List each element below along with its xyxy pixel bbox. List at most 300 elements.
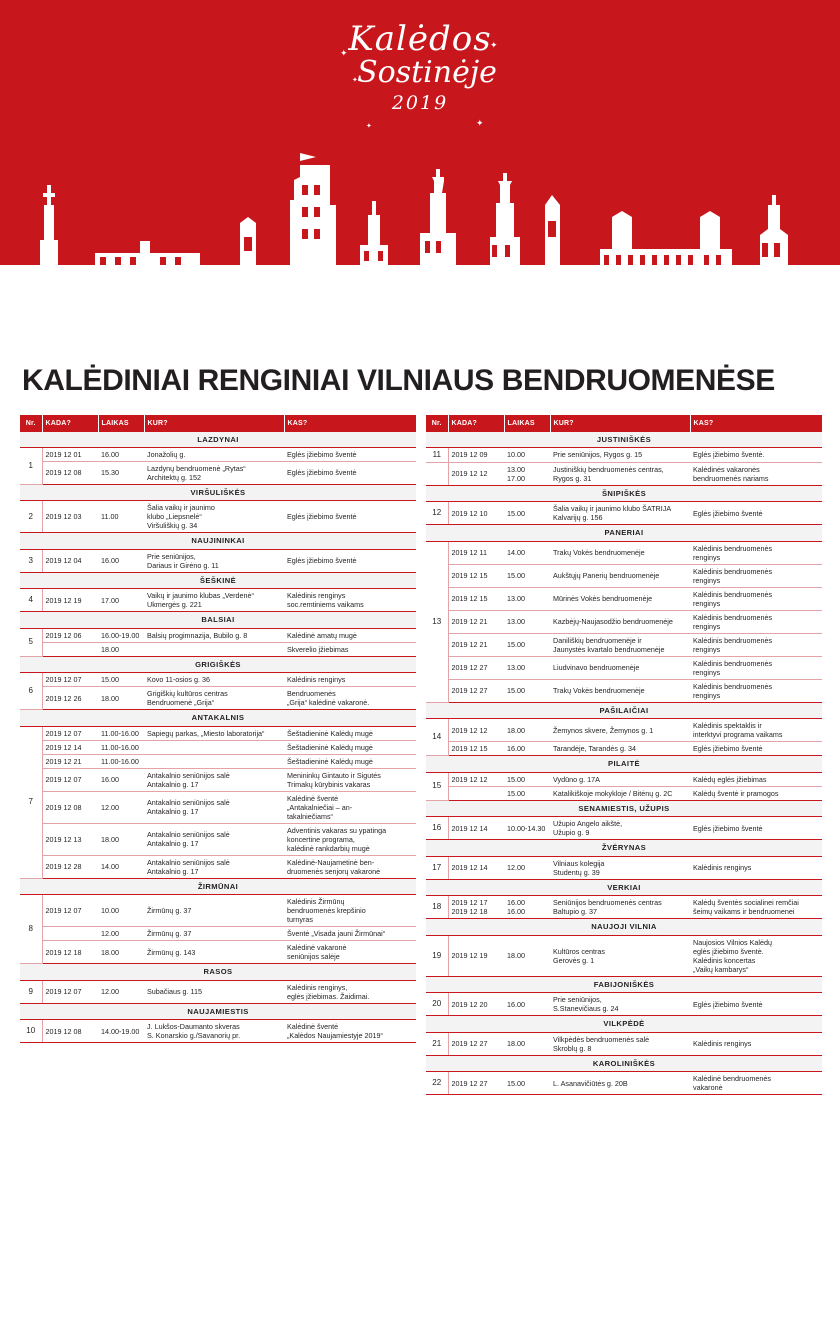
cell-place: Žirmūnų g. 37 <box>144 895 284 927</box>
section-label: GRIGIŠKĖS <box>20 656 416 672</box>
row-number: 19 <box>426 935 448 976</box>
cell-time: 12.00 <box>504 856 550 879</box>
cell-place: Mūrinės Vokės bendruomenėje <box>550 587 690 610</box>
column-header-laikas: LAIKAS <box>98 415 144 431</box>
table-row <box>20 823 416 855</box>
cell-place: Kovo 11-osios g. 36 <box>144 673 284 687</box>
cell-date: 2019 12 08 <box>42 791 98 823</box>
row-number: 1 <box>20 447 42 484</box>
cell-time: 16.00 <box>98 768 144 791</box>
row-number: 3 <box>20 549 42 572</box>
cell-place: Liudvinavo bendruomenėje <box>550 656 690 679</box>
cell-place: Vilniaus kolegija Studentų g. 39 <box>550 856 690 879</box>
cell-event: Šeštadieninė Kalėdų mugė <box>284 754 416 768</box>
table-row <box>426 656 822 679</box>
cell-place: Žemynos skvere, Žemynos g. 1 <box>550 719 690 742</box>
cell-place: Kazbėjų-Naujasodžio bendruomenėje <box>550 610 690 633</box>
cell-event: Kalėdinis renginys soc.remtiniems vaikams <box>284 589 416 612</box>
cell-date: 2019 12 17 2019 12 18 <box>448 896 504 919</box>
cell-event: Bendruomenės „Grija“ kalėdinė vakaronė. <box>284 687 416 710</box>
table-row <box>20 447 416 461</box>
section-label: SENAMIESTIS, UŽUPIS <box>426 800 822 816</box>
table-row <box>426 541 822 564</box>
cell-place: Lazdynų bendruomenė „Rytas“ Architektų g. 152 <box>144 461 284 484</box>
cell-time: 16.00 <box>504 993 550 1016</box>
section-header-row <box>426 800 822 816</box>
section-label: LAZDYNAI <box>20 431 416 447</box>
table-body-right <box>426 431 822 1095</box>
cell-time: 11.00-16.00 <box>98 740 144 754</box>
cell-event: Eglės įžiebimo šventė <box>690 993 822 1016</box>
cell-date: 2019 12 04 <box>42 549 98 572</box>
table-row <box>426 896 822 919</box>
cell-event: Eglės įžiebimo šventė <box>284 501 416 533</box>
cell-date: 2019 12 12 <box>448 719 504 742</box>
cell-time: 10.00 <box>98 895 144 927</box>
row-number: 13 <box>426 541 448 702</box>
cell-time: 15.30 <box>98 461 144 484</box>
star-icon: ✦ <box>340 48 348 58</box>
cell-date <box>42 927 98 941</box>
cell-date: 2019 12 14 <box>42 740 98 754</box>
column-header-kur: KUR? <box>550 415 690 431</box>
section-header-row <box>426 840 822 856</box>
cell-event: Kalėdinis bendruomenės renginys <box>690 587 822 610</box>
cell-date: 2019 12 28 <box>42 855 98 878</box>
cell-event: Kalėdų šventės socialinei remčiai šeimų vaikams ir bendruomenei <box>690 896 822 919</box>
cell-place: Sapiegų parkas, „Miesto laboratorija“ <box>144 726 284 740</box>
table-row <box>20 740 416 754</box>
section-header-row <box>20 710 416 726</box>
cell-place: Tarandėje, Tarandės g. 34 <box>550 742 690 756</box>
cell-date: 2019 12 27 <box>448 679 504 702</box>
cell-time: 10.00-14.30 <box>504 817 550 840</box>
schedule-table-left <box>20 415 416 1044</box>
schedule-table-right <box>426 415 822 1096</box>
section-label: VERKIAI <box>426 879 822 895</box>
section-label: VIRŠULIŠKĖS <box>20 484 416 500</box>
cell-place: L. Asanavičiūtės g. 20B <box>550 1072 690 1095</box>
section-header-row <box>20 572 416 588</box>
schedule-column-right <box>426 415 822 1096</box>
section-label: PILAITĖ <box>426 756 822 772</box>
row-number: 4 <box>20 589 42 612</box>
cell-place: J. Lukšos-Daumanto skveras S. Konarskio g./Savanorių pr. <box>144 1020 284 1043</box>
page-header <box>0 0 840 330</box>
cell-event: Kalėdų eglės įžiebimas <box>690 772 822 786</box>
section-label: NAUJININKAI <box>20 533 416 549</box>
cell-event: Eglės įžiebimo šventė <box>284 549 416 572</box>
table-row <box>426 462 822 485</box>
star-icon: ✦ <box>352 77 358 84</box>
cell-place <box>144 740 284 754</box>
table-body-left <box>20 431 416 1043</box>
cell-date: 2019 12 19 <box>42 589 98 612</box>
table-row <box>20 642 416 656</box>
cell-time: 18.00 <box>504 1032 550 1055</box>
table-row <box>20 895 416 927</box>
cell-event: Kalėdinė-Naujametinė ben- druomenės senjorų vakaronė <box>284 855 416 878</box>
table-header-row <box>426 415 822 431</box>
table-head <box>426 415 822 431</box>
cell-event: Skverelio įžiebimas <box>284 642 416 656</box>
row-number: 6 <box>20 673 42 710</box>
cell-place: Jonažolių g. <box>144 447 284 461</box>
cell-place: Vydūno g. 17A <box>550 772 690 786</box>
cell-date: 2019 12 03 <box>42 501 98 533</box>
section-header-row <box>20 431 416 447</box>
row-number: 15 <box>426 772 448 800</box>
cell-place: Prie seniūnijos, Dariaus ir Girėno g. 11 <box>144 549 284 572</box>
section-label: PANERIAI <box>426 525 822 541</box>
cell-event: Eglės įžiebimo šventė <box>284 447 416 461</box>
cell-time: 16.00 <box>504 742 550 756</box>
cell-date: 2019 12 21 <box>448 633 504 656</box>
cell-time: 12.00 <box>98 927 144 941</box>
cell-time: 11.00-16.00 <box>98 726 144 740</box>
section-header-row <box>20 533 416 549</box>
table-row <box>426 856 822 879</box>
cell-date: 2019 12 08 <box>42 1020 98 1043</box>
cell-time: 18.00 <box>98 941 144 964</box>
cell-event: Kalėdinis bendruomenės renginys <box>690 564 822 587</box>
column-header-kas: KAS? <box>284 415 416 431</box>
star-icon: ✦ <box>366 123 372 130</box>
cell-place: Antakalnio seniūnijos salė Antakalnio g. 17 <box>144 855 284 878</box>
table-row <box>426 633 822 656</box>
table-row <box>20 941 416 964</box>
schedule-column-left <box>20 415 416 1096</box>
cell-event: Eglės įžiebimo šventė <box>690 817 822 840</box>
cell-time: 15.00 <box>504 502 550 525</box>
cell-time: 13.00 <box>504 587 550 610</box>
row-number: 16 <box>426 817 448 840</box>
cell-place: Kultūros centras Gerovės g. 1 <box>550 935 690 976</box>
section-label: KAROLINIŠKĖS <box>426 1055 822 1071</box>
section-label: NAUJOJI VILNIA <box>426 919 822 935</box>
section-header-row <box>426 919 822 935</box>
row-number: 9 <box>20 980 42 1003</box>
table-row <box>426 935 822 976</box>
section-header-row <box>20 964 416 980</box>
cell-place: Vaikų ir jaunimo klubas „Verdenė“ Ukmergės g. 221 <box>144 589 284 612</box>
table-row <box>426 817 822 840</box>
cell-time: 17.00 <box>98 589 144 612</box>
row-number: 20 <box>426 993 448 1016</box>
cell-date: 2019 12 27 <box>448 656 504 679</box>
section-header-row <box>20 878 416 894</box>
cell-place: Subačiaus g. 115 <box>144 980 284 1003</box>
cell-event: Eglės įžiebimo šventė <box>690 502 822 525</box>
cell-event: Naujosios Vilnios Kalėdų eglės įžiebimo šventė. Kalėdinis koncertas „Vaikų kambarys“ <box>690 935 822 976</box>
cell-event: Eglės įžiebimo šventė <box>690 742 822 756</box>
cell-time: 18.00 <box>504 719 550 742</box>
cell-place: Antakalnio seniūnijos salė Antakalnio g. 17 <box>144 768 284 791</box>
row-number: 7 <box>20 726 42 878</box>
star-icon: ✦ <box>490 40 498 50</box>
section-label: JUSTINIŠKĖS <box>426 431 822 447</box>
cell-time: 15.00 <box>504 772 550 786</box>
cell-event: Kalėdinis renginys <box>690 856 822 879</box>
cell-time: 18.00 <box>98 823 144 855</box>
section-header-row <box>426 431 822 447</box>
cell-place: Antakalnio seniūnijos salė Antakalnio g. 17 <box>144 791 284 823</box>
row-number: 5 <box>20 628 42 656</box>
table-row <box>426 1032 822 1055</box>
cell-time: 18.00 <box>98 642 144 656</box>
table-row <box>20 589 416 612</box>
section-header-row <box>20 612 416 628</box>
section-header-row <box>426 879 822 895</box>
table-row <box>20 980 416 1003</box>
cell-time: 15.00 <box>504 1072 550 1095</box>
cell-place <box>144 642 284 656</box>
cell-event: Šeštadieninė Kalėdų mugė <box>284 740 416 754</box>
section-header-row <box>20 1003 416 1019</box>
table-row <box>426 564 822 587</box>
cell-event: Kalėdinis spektaklis ir interktyvi programa vaikams <box>690 719 822 742</box>
table-row <box>20 768 416 791</box>
cell-time: 11.00-16.00 <box>98 754 144 768</box>
table-row <box>426 719 822 742</box>
cell-date: 2019 12 07 <box>42 980 98 1003</box>
section-label: FABIJONIŠKĖS <box>426 976 822 992</box>
cell-place: Šalia vaikų ir jaunimo klubo ŠATRIJA Kalvarijų g. 156 <box>550 502 690 525</box>
section-label: BALSIAI <box>20 612 416 628</box>
cell-event: Adventinis vakaras su ypatinga koncertine programa, kalėdinė rankdarbių mugė <box>284 823 416 855</box>
cell-place: Trakų Vokės bendruomenėje <box>550 541 690 564</box>
cell-date: 2019 12 09 <box>448 447 504 462</box>
table-row <box>20 1020 416 1043</box>
cell-place: Trakų Vokės bendruomenėje <box>550 679 690 702</box>
cell-place: Balsių progimnazija, Bubilo g. 8 <box>144 628 284 642</box>
cell-date: 2019 12 27 <box>448 1032 504 1055</box>
cell-date <box>448 786 504 800</box>
cell-date: 2019 12 26 <box>42 687 98 710</box>
cell-event: Kalėdinis bendruomenės renginys <box>690 679 822 702</box>
column-header-kur: KUR? <box>144 415 284 431</box>
table-row <box>426 502 822 525</box>
cell-date: 2019 12 10 <box>448 502 504 525</box>
table-row <box>20 687 416 710</box>
section-header-row <box>426 525 822 541</box>
column-header-kas: KAS? <box>690 415 822 431</box>
vilnius-skyline-illustration <box>0 145 840 330</box>
section-header-row <box>426 1055 822 1071</box>
row-number: 2 <box>20 501 42 533</box>
cell-event: Kalėdinė šventė „Kalėdos Naujamiestyje 2019“ <box>284 1020 416 1043</box>
section-label: PAŠILAIČIAI <box>426 702 822 718</box>
cell-time: 15.00 <box>504 786 550 800</box>
table-row <box>20 726 416 740</box>
cell-time: 11.00 <box>98 501 144 533</box>
cell-event: Kalėdinis renginys <box>284 673 416 687</box>
row-number: 12 <box>426 502 448 525</box>
cell-time: 12.00 <box>98 791 144 823</box>
table-header-row <box>20 415 416 431</box>
row-number: 11 <box>426 447 448 462</box>
cell-place: Prie seniūnijos, Rygos g. 15 <box>550 447 690 462</box>
cell-place: Žirmūnų g. 37 <box>144 927 284 941</box>
cell-date: 2019 12 13 <box>42 823 98 855</box>
cell-event: Menininkų Gintauto ir Sigutės Trimakų kūrybinis vakaras <box>284 768 416 791</box>
table-row <box>426 742 822 756</box>
cell-time: 13.00 17.00 <box>504 462 550 485</box>
table-row <box>20 791 416 823</box>
cell-date: 2019 12 19 <box>448 935 504 976</box>
cell-date: 2019 12 06 <box>42 628 98 642</box>
section-header-row <box>426 702 822 718</box>
column-header-kada: KADA? <box>448 415 504 431</box>
cell-event: Kalėdinė vakaronė seniūnijos salėje <box>284 941 416 964</box>
cell-event: Šventė „Visada jauni Žirmūnai“ <box>284 927 416 941</box>
cell-time: 18.00 <box>98 687 144 710</box>
column-header-nr: Nr. <box>426 415 448 431</box>
cell-event: Kalėdinės vakaronės bendruomenės nariams <box>690 462 822 485</box>
cell-place: Prie seniūnijos, S.Stanevičiaus g. 24 <box>550 993 690 1016</box>
cell-time: 16.00 <box>98 549 144 572</box>
table-row <box>20 754 416 768</box>
cell-event: Kalėdinis bendruomenės renginys <box>690 541 822 564</box>
row-number: 22 <box>426 1072 448 1095</box>
cell-event: Kalėdinis bendruomenės renginys <box>690 610 822 633</box>
event-logo <box>0 19 840 130</box>
row-number: 10 <box>20 1020 42 1043</box>
table-row <box>426 587 822 610</box>
cell-time: 12.00 <box>98 980 144 1003</box>
cell-time: 15.00 <box>504 679 550 702</box>
cell-event: Kalėdinis renginys, eglės įžiebimas. Žaidimai. <box>284 980 416 1003</box>
table-row <box>20 628 416 642</box>
table-row <box>426 993 822 1016</box>
cell-event: Kalėdų šventė ir pramogos <box>690 786 822 800</box>
table-row <box>426 447 822 462</box>
section-label: ANTAKALNIS <box>20 710 416 726</box>
row-number: 8 <box>20 895 42 964</box>
cell-date: 2019 12 07 <box>42 895 98 927</box>
cell-date: 2019 12 15 <box>448 587 504 610</box>
column-header-kada: KADA? <box>42 415 98 431</box>
cell-date: 2019 12 07 <box>42 673 98 687</box>
cell-date: 2019 12 14 <box>448 817 504 840</box>
cell-time: 15.00 <box>98 673 144 687</box>
cell-date: 2019 12 20 <box>448 993 504 1016</box>
section-header-row <box>20 484 416 500</box>
cell-place: Seniūnijos bendruomenės centras Baltupio g. 37 <box>550 896 690 919</box>
row-number: 18 <box>426 896 448 919</box>
row-number-blank <box>426 462 448 485</box>
cell-date: 2019 12 12 <box>448 772 504 786</box>
logo-line-1: Kalėdos <box>348 19 492 59</box>
table-row <box>426 786 822 800</box>
section-label: ŽVĖRYNAS <box>426 840 822 856</box>
table-row <box>426 772 822 786</box>
table-row <box>20 461 416 484</box>
cell-event: Kalėdinė amatų mugė <box>284 628 416 642</box>
section-label: NAUJAMIESTIS <box>20 1003 416 1019</box>
cell-time: 18.00 <box>504 935 550 976</box>
cell-date: 2019 12 01 <box>42 447 98 461</box>
cell-time: 14.00 <box>98 855 144 878</box>
cell-date: 2019 12 08 <box>42 461 98 484</box>
cell-time: 13.00 <box>504 610 550 633</box>
cell-time: 15.00 <box>504 564 550 587</box>
cell-date: 2019 12 27 <box>448 1072 504 1095</box>
cell-date: 2019 12 18 <box>42 941 98 964</box>
section-header-row <box>426 485 822 501</box>
cell-place: Užupio Angelo aikštė, Užupio g. 9 <box>550 817 690 840</box>
cell-date: 2019 12 12 <box>448 462 504 485</box>
section-header-row <box>426 756 822 772</box>
table-row <box>20 549 416 572</box>
cell-place: Daniliškių bendruomenėje ir Jaunystės kvartalo bendruomenėje <box>550 633 690 656</box>
cell-event: Kalėdinis bendruomenės renginys <box>690 633 822 656</box>
section-header-row <box>426 1016 822 1032</box>
row-number: 14 <box>426 719 448 756</box>
cell-time: 16.00-19.00 <box>98 628 144 642</box>
cell-time: 14.00 <box>504 541 550 564</box>
cell-event: Kalėdinis bendruomenės renginys <box>690 656 822 679</box>
section-label: ŽIRMŪNAI <box>20 878 416 894</box>
table-row <box>426 610 822 633</box>
cell-date <box>42 642 98 656</box>
cell-event: Kalėdinė šventė „Antakalniečiai – an- takalniečiams“ <box>284 791 416 823</box>
table-row <box>20 927 416 941</box>
section-label: RASOS <box>20 964 416 980</box>
cell-date: 2019 12 11 <box>448 541 504 564</box>
cell-time: 16.00 16.00 <box>504 896 550 919</box>
cell-event: Kalėdinė bendruomenės vakaronė <box>690 1072 822 1095</box>
cell-time: 16.00 <box>98 447 144 461</box>
section-header-row <box>20 656 416 672</box>
cell-date: 2019 12 14 <box>448 856 504 879</box>
cell-place: Vilkpėdės bendruomenės salė Skroblų g. 8 <box>550 1032 690 1055</box>
row-number: 17 <box>426 856 448 879</box>
cell-date: 2019 12 15 <box>448 742 504 756</box>
cell-date: 2019 12 21 <box>448 610 504 633</box>
table-row <box>20 501 416 533</box>
cell-event: Kalėdinis renginys <box>690 1032 822 1055</box>
table-row <box>20 673 416 687</box>
cell-event: Šeštadieninė Kalėdų mugė <box>284 726 416 740</box>
cell-place: Justiniškių bendruomenės centras, Rygos g. 31 <box>550 462 690 485</box>
column-header-laikas: LAIKAS <box>504 415 550 431</box>
cell-event: Eglės įžiebimo šventė <box>284 461 416 484</box>
cell-time: 10.00 <box>504 447 550 462</box>
cell-date: 2019 12 21 <box>42 754 98 768</box>
cell-place: Aukštųjų Panerių bendruomenėje <box>550 564 690 587</box>
cell-time: 13.00 <box>504 656 550 679</box>
cell-time: 14.00-19.00 <box>98 1020 144 1043</box>
star-icon: ✦ <box>476 118 484 128</box>
row-number: 21 <box>426 1032 448 1055</box>
table-row <box>20 855 416 878</box>
page-title: KALĖDINIAI RENGINIAI VILNIAUS BENDRUOMENĖSE <box>22 364 775 397</box>
section-label: ŠNIPIŠKĖS <box>426 485 822 501</box>
cell-date: 2019 12 07 <box>42 726 98 740</box>
cell-place: Antakalnio seniūnijos salė Antakalnio g. 17 <box>144 823 284 855</box>
table-head <box>20 415 416 431</box>
section-label: VILKPĖDĖ <box>426 1016 822 1032</box>
section-header-row <box>426 976 822 992</box>
cell-place <box>144 754 284 768</box>
cell-event: Eglės įžiebimo šventė. <box>690 447 822 462</box>
cell-place: Žirmūnų g. 143 <box>144 941 284 964</box>
cell-time: 15.00 <box>504 633 550 656</box>
cell-place: Grigiškių kultūros centras Bendruomenė „Grija“ <box>144 687 284 710</box>
cell-place: Šalia vaikų ir jaunimo klubo „Liepsnelė“ Viršuliškių g. 34 <box>144 501 284 533</box>
table-row <box>426 679 822 702</box>
